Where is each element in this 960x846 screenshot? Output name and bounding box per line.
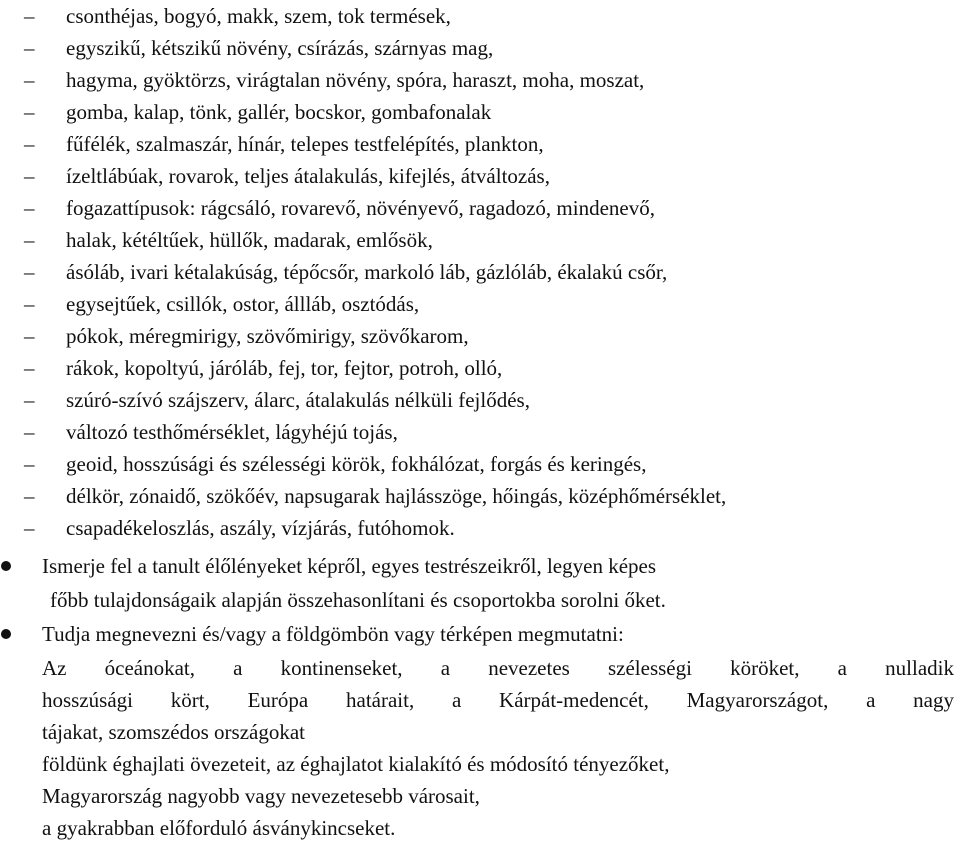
bullet-text-line: hosszúsági kört, Európa határait, a Kárpát-medencét, Magyarországot, a nagy [42, 688, 954, 712]
bullet-text-line: földünk éghajlati övezeteit, az éghajlatot kialakító és módosító tényezőket, [42, 752, 670, 776]
list-item-text: gomba, kalap, tönk, gallér, bocskor, gombafonalak [66, 100, 492, 124]
list-item [0, 288, 960, 320]
list-item-text: egysejtűek, csillók, ostor, állláb, osztódás, [66, 292, 420, 316]
list-item [0, 384, 960, 416]
list-item [0, 160, 960, 192]
dash-marker: – [24, 452, 35, 476]
bullet-text-line: Ismerje fel a tanult élőlényeket képről, egyes testrészeikről, legyen képes [42, 554, 657, 578]
list-item-text: fogazattípusok: rágcsáló, rovarevő, növényevő, ragadozó, mindenevő, [66, 196, 655, 220]
dash-marker: – [24, 68, 35, 92]
list-item [0, 256, 960, 288]
bullet-text-line: Az óceánokat, a kontinenseket, a nevezetes szélességi köröket, a nulladik [42, 656, 954, 680]
list-item-text: délkör, zónaidő, szökőév, napsugarak hajlásszöge, hőingás, középhőmérséklet, [66, 484, 727, 508]
dash-marker: – [24, 100, 35, 124]
list-item-text: egyszikű, kétszikű növény, csírázás, szárnyas mag, [66, 36, 494, 60]
list-item-text: pókok, méregmirigy, szövőmirigy, szövőkarom, [66, 324, 469, 348]
dash-marker: – [24, 4, 35, 28]
bullet-icon [1, 629, 11, 639]
dash-marker: – [24, 228, 35, 252]
list-item-text: hagyma, gyöktörzs, virágtalan növény, spóra, haraszt, moha, moszat, [66, 68, 645, 92]
list-item-text: szúró-szívó szájszerv, álarc, átalakulás nélküli fejlődés, [66, 388, 530, 412]
dash-marker: – [24, 388, 35, 412]
dash-marker: – [24, 324, 35, 348]
list-item [0, 352, 960, 384]
list-item [0, 448, 960, 480]
list-item [0, 512, 960, 544]
bullet-icon [1, 561, 11, 571]
list-item-text: ízeltlábúak, rovarok, teljes átalakulás, kifejlés, átváltozás, [66, 164, 550, 188]
dash-marker: – [24, 196, 35, 220]
dash-marker: – [24, 420, 35, 444]
dash-marker: – [24, 356, 35, 380]
list-item-text: geoid, hosszúsági és szélességi körök, fokhálózat, forgás és keringés, [66, 452, 647, 476]
list-item [0, 320, 960, 352]
list-item [0, 416, 960, 448]
list-item-text: ásóláb, ivari kétalakúság, tépőcsőr, markoló láb, gázlóláb, ékalakú csőr, [66, 260, 668, 284]
dash-marker: – [24, 36, 35, 60]
list-item-text: csapadékeloszlás, aszály, vízjárás, futóhomok. [66, 516, 455, 540]
bullet-text-line: tájakat, szomszédos országokat [42, 720, 305, 744]
dash-marker: – [24, 260, 35, 284]
bullet-text-line: főbb tulajdonságaik alapján összehasonlítani és csoportokba sorolni őket. [50, 588, 666, 612]
dash-marker: – [24, 516, 35, 540]
list-item-text: csonthéjas, bogyó, makk, szem, tok termések, [66, 4, 451, 28]
dash-marker: – [24, 164, 35, 188]
list-item [0, 128, 960, 160]
list-item [0, 192, 960, 224]
list-item-text: fűfélék, szalmaszár, hínár, telepes testfelépítés, plankton, [66, 132, 544, 156]
dash-marker: – [24, 132, 35, 156]
dash-marker: – [24, 292, 35, 316]
list-item [0, 64, 960, 96]
list-item [0, 96, 960, 128]
bullet-text-line: Magyarország nagyobb vagy nevezetesebb városait, [42, 784, 480, 808]
list-item [0, 224, 960, 256]
list-item [0, 32, 960, 64]
bullet-text-line: a gyakrabban előforduló ásványkincseket. [42, 816, 396, 840]
dash-marker: – [24, 484, 35, 508]
list-item-text: halak, kétéltűek, hüllők, madarak, emlősök, [66, 228, 433, 252]
list-item-text: rákok, kopoltyú, járóláb, fej, tor, fejtor, potroh, olló, [66, 356, 503, 380]
bullet-text-line: Tudja megnevezni és/vagy a földgömbön vagy térképen megmutatni: [42, 622, 624, 646]
list-item [0, 480, 960, 512]
list-item [0, 0, 960, 32]
list-item-text: változó testhőmérséklet, lágyhéjú tojás, [66, 420, 398, 444]
